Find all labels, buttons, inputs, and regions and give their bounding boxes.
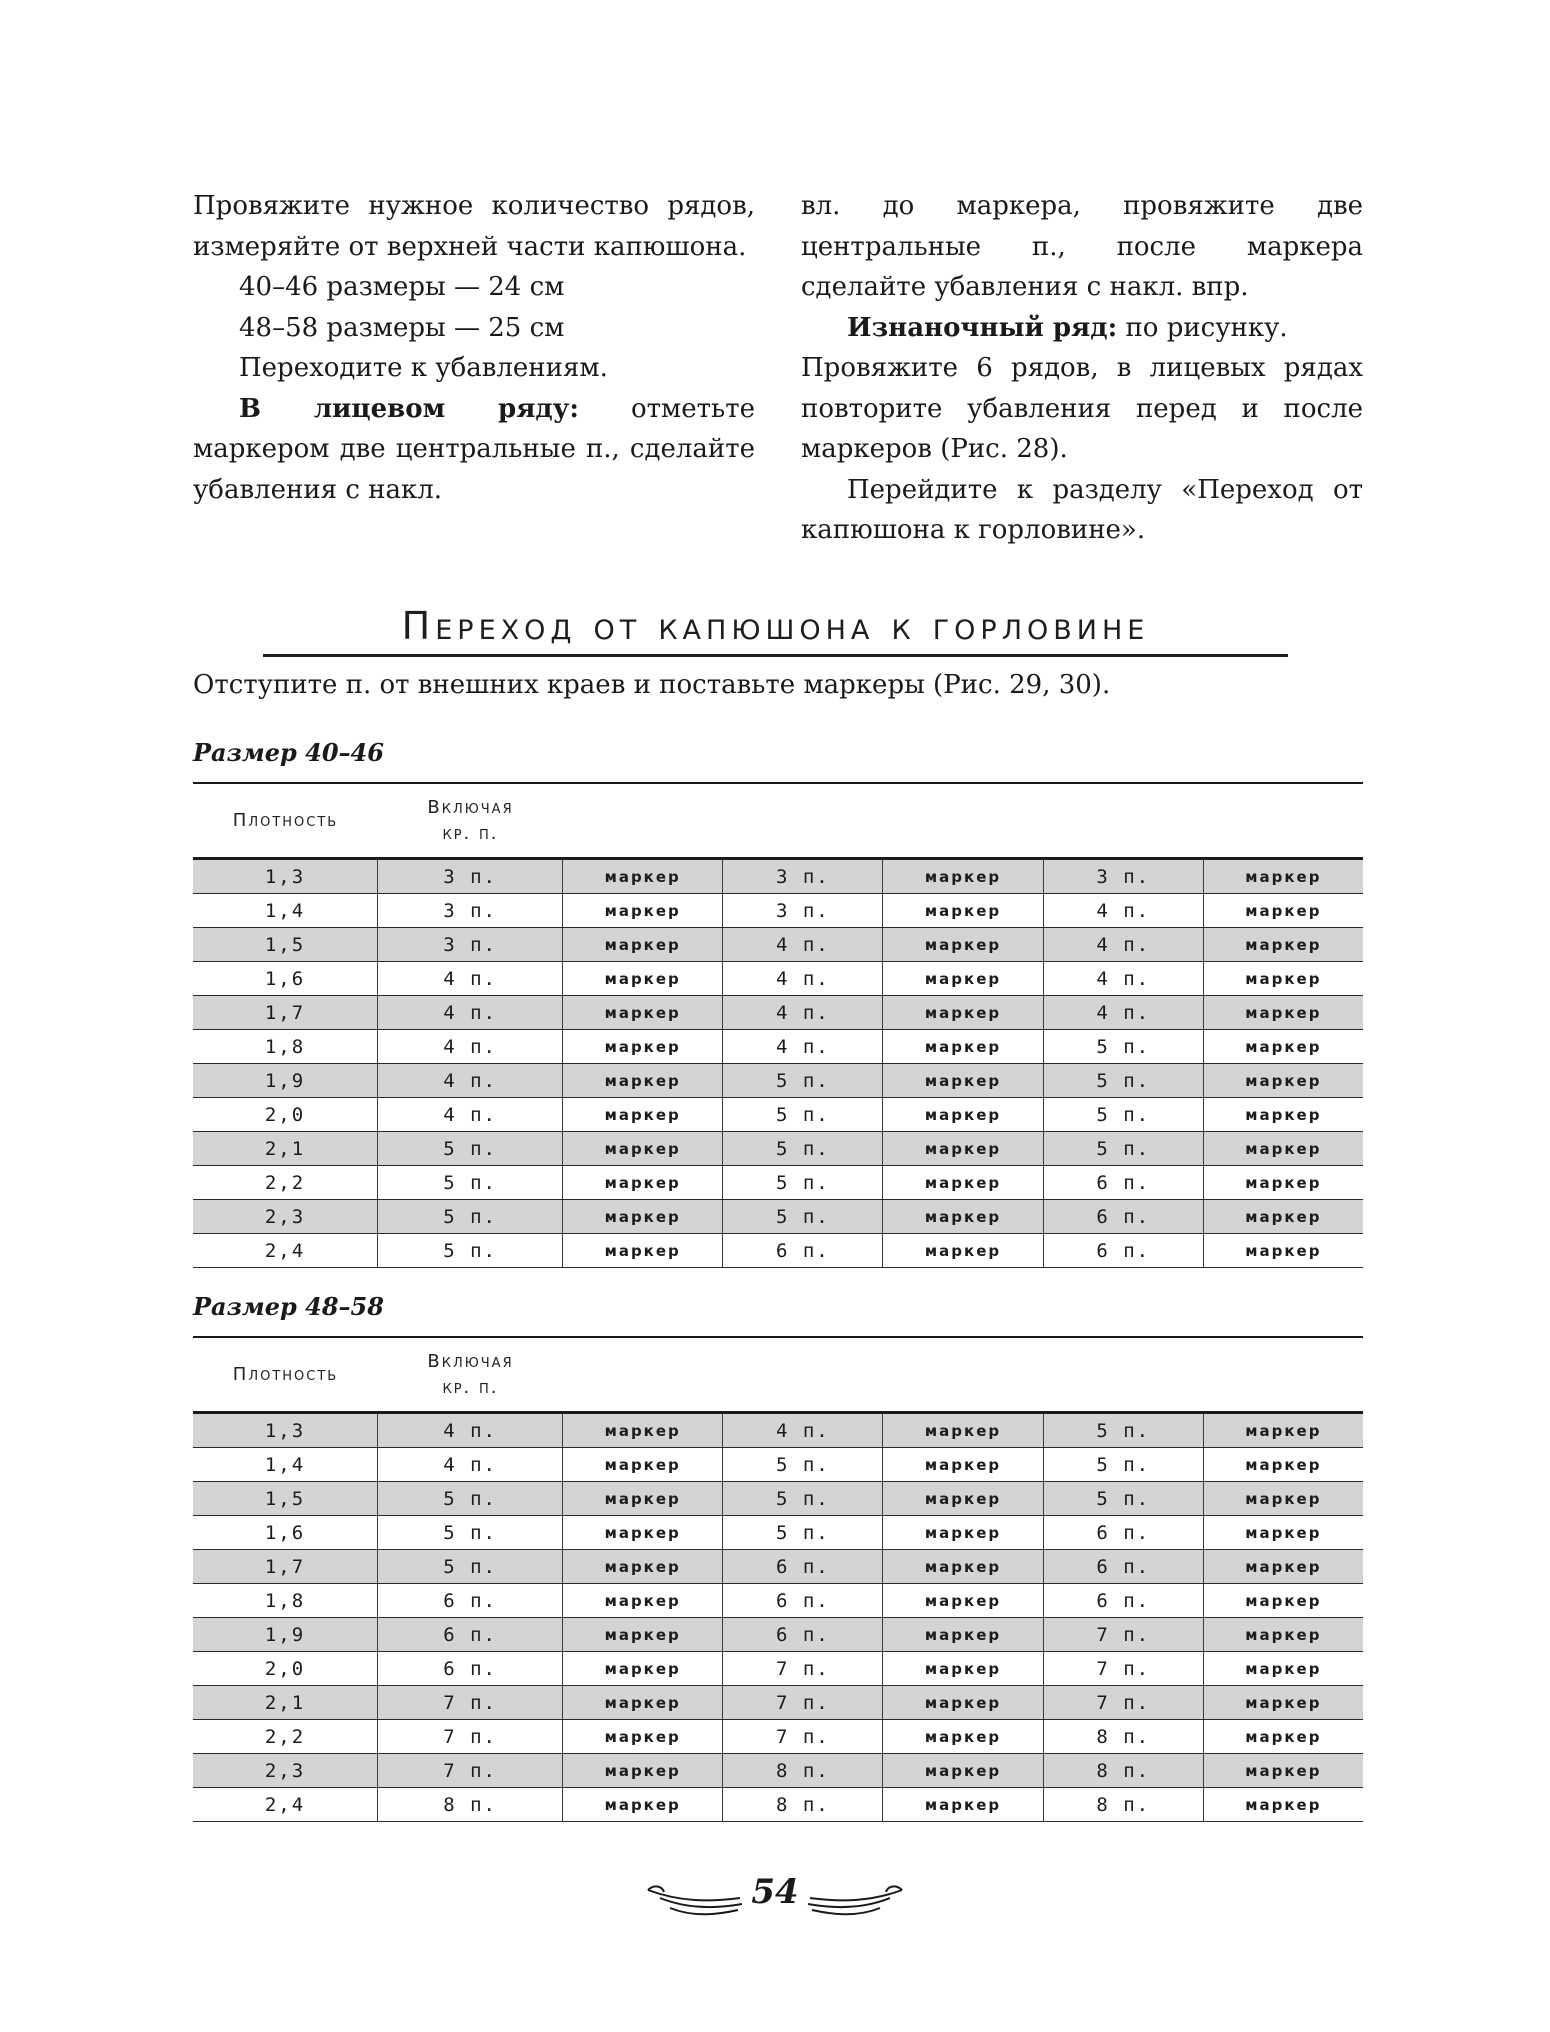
cell-marker: маркер [562,1584,722,1617]
cell-marker: маркер [882,1166,1042,1199]
paragraph [193,308,755,349]
table-row [193,1754,1363,1788]
table-row [193,1098,1363,1132]
cell-marker: маркер [1203,1584,1363,1617]
table-row [193,928,1363,962]
cell-marker: маркер [882,1618,1042,1651]
cell-marker: маркер [882,1686,1042,1719]
paragraph-text: Перейдите к разделу «Переход от капюшона к горловине». [801,474,1363,545]
cell-density: 1,8 [264,1035,306,1058]
cell-stitches: 4 п. [1043,962,1203,995]
paragraph [193,186,755,267]
cell-stitches: 8 п. [722,1788,882,1821]
cell-stitches: 5 п. [377,1516,562,1549]
cell-stitches: 8 п. [1043,1720,1203,1753]
cell-stitches: 5 п. [377,1482,562,1515]
cell-stitches: 5 п. [1043,1448,1203,1481]
cell-stitches: 7 п. [722,1686,882,1719]
paragraph-text: Провяжите 6 рядов, в лицевых рядах повторите убавления перед и после маркеров (Рис. 28). [801,353,1363,464]
cell-marker: маркер [562,962,722,995]
cell-marker: маркер [882,1200,1042,1233]
cell-density: 2,2 [264,1725,306,1748]
cell-marker: маркер [1203,1482,1363,1515]
cell-density: 1,4 [264,899,306,922]
paragraph [801,348,1363,470]
cell-stitches: 8 п. [722,1754,882,1787]
table-row [193,1166,1363,1200]
cell-marker: маркер [562,928,722,961]
cell-stitches: 5 п. [722,1132,882,1165]
cell-marker: маркер [1203,1132,1363,1165]
cell-marker: маркер [1203,1652,1363,1685]
cell-stitches: 7 п. [377,1720,562,1753]
page-number-ornament [640,1868,910,1928]
header-including-line1: Включая [427,796,514,818]
cell-density: 2,3 [264,1759,306,1782]
cell-density: 1,3 [264,1419,306,1442]
cell-stitches: 6 п. [722,1550,882,1583]
cell-marker: маркер [882,860,1042,893]
cell-marker: маркер [1203,1234,1363,1267]
header-density: Плотность [232,809,339,831]
cell-stitches: 4 п. [377,1448,562,1481]
header-including-edge [378,1338,563,1411]
cell-marker: маркер [1203,1516,1363,1549]
cell-marker: маркер [882,1550,1042,1583]
cell-marker: маркер [1203,928,1363,961]
cell-marker: маркер [1203,1414,1363,1447]
paragraph-text: 48–58 размеры — 25 см [239,312,565,343]
cell-marker: маркер [562,1448,722,1481]
cell-marker: маркер [882,996,1042,1029]
cell-stitches: 6 п. [722,1234,882,1267]
cell-stitches: 6 п. [377,1584,562,1617]
cell-marker: маркер [882,1482,1042,1515]
cell-marker: маркер [882,1516,1042,1549]
table-header [193,1338,1363,1414]
table-row [193,1720,1363,1754]
cell-marker: маркер [562,1686,722,1719]
table-header [193,784,1363,860]
cell-density: 1,7 [264,1555,306,1578]
cell-marker: маркер [562,1132,722,1165]
table-size-48-58 [193,1336,1363,1822]
cell-stitches: 5 п. [722,1448,882,1481]
page-number: 54 [751,1872,799,1912]
paragraph-text: Провяжите нужное количество рядов, измеряйте от верхней части капюшона. [193,191,755,262]
cell-marker: маркер [562,1064,722,1097]
cell-marker: маркер [1203,1788,1363,1821]
cell-marker: маркер [562,1550,722,1583]
table-row [193,1414,1363,1448]
paragraph [193,267,755,308]
cell-marker: маркер [882,928,1042,961]
cell-marker: маркер [562,894,722,927]
cell-marker: маркер [1203,1098,1363,1131]
cell-stitches: 8 п. [1043,1754,1203,1787]
table-row [193,1584,1363,1618]
cell-density: 2,1 [264,1137,306,1160]
cell-stitches: 3 п. [722,860,882,893]
cell-marker: маркер [882,1788,1042,1821]
cell-stitches: 6 п. [1043,1550,1203,1583]
cell-density: 2,4 [264,1239,306,1262]
table-1-label: Размер 40–46 [193,738,384,767]
cell-stitches: 7 п. [1043,1686,1203,1719]
table-row [193,894,1363,928]
bold-lead: Изнаночный ряд: [847,312,1118,343]
cell-density: 2,3 [264,1205,306,1228]
table-row [193,1234,1363,1268]
cell-density: 1,3 [264,865,306,888]
cell-marker: маркер [562,1720,722,1753]
cell-stitches: 5 п. [377,1166,562,1199]
cell-marker: маркер [882,1414,1042,1447]
cell-marker: маркер [1203,1448,1363,1481]
cell-marker: маркер [562,1414,722,1447]
cell-marker: маркер [562,1098,722,1131]
cell-stitches: 7 п. [1043,1652,1203,1685]
cell-marker: маркер [1203,1686,1363,1719]
cell-stitches: 4 п. [1043,894,1203,927]
cell-marker: маркер [882,962,1042,995]
cell-stitches: 7 п. [722,1720,882,1753]
table-row [193,1200,1363,1234]
cell-stitches: 3 п. [722,894,882,927]
text-column-right [801,186,1363,551]
cell-density: 1,6 [264,967,306,990]
body-text [193,186,1363,551]
cell-density: 1,9 [264,1069,306,1092]
cell-stitches: 7 п. [1043,1618,1203,1651]
cell-stitches: 4 п. [377,1414,562,1447]
cell-stitches: 5 п. [1043,1030,1203,1063]
cell-stitches: 4 п. [722,1414,882,1447]
paragraph [801,470,1363,551]
cell-marker: маркер [1203,962,1363,995]
cell-marker: маркер [1203,996,1363,1029]
cell-stitches: 5 п. [722,1098,882,1131]
cell-marker: маркер [562,860,722,893]
cell-stitches: 5 п. [1043,1064,1203,1097]
cell-marker: маркер [562,1482,722,1515]
table-row [193,1030,1363,1064]
cell-marker: маркер [562,1200,722,1233]
table-row [193,1482,1363,1516]
cell-stitches: 4 п. [1043,996,1203,1029]
cell-stitches: 5 п. [377,1234,562,1267]
cell-stitches: 6 п. [1043,1234,1203,1267]
cell-marker: маркер [562,1234,722,1267]
table-row [193,1618,1363,1652]
cell-stitches: 7 п. [722,1652,882,1685]
table-row [193,962,1363,996]
cell-marker: маркер [882,1098,1042,1131]
cell-marker: маркер [562,1652,722,1685]
cell-stitches: 4 п. [377,1064,562,1097]
cell-stitches: 6 п. [1043,1166,1203,1199]
cell-density: 1,8 [264,1589,306,1612]
header-including-line1: Включая [427,1350,514,1372]
cell-stitches: 5 п. [722,1200,882,1233]
cell-stitches: 5 п. [722,1516,882,1549]
paragraph [193,389,755,511]
section-title: Переход от капюшона к горловине [263,604,1288,657]
cell-marker: маркер [882,894,1042,927]
cell-stitches: 6 п. [1043,1200,1203,1233]
intro-paragraph: Отступите п. от внешних краев и поставьте маркеры (Рис. 29, 30). [193,670,1111,700]
cell-marker: маркер [1203,894,1363,927]
cell-marker: маркер [1203,1618,1363,1651]
cell-stitches: 4 п. [722,928,882,961]
cell-stitches: 4 п. [377,962,562,995]
paragraph [801,308,1363,349]
cell-marker: маркер [562,1030,722,1063]
cell-stitches: 5 п. [1043,1414,1203,1447]
header-including-line2: кр. п. [442,1376,499,1398]
cell-stitches: 7 п. [377,1754,562,1787]
cell-density: 1,5 [264,1487,306,1510]
paragraph-text: отметьте маркером две центральные п., сделайте убавления с накл. [193,393,755,505]
cell-density: 2,4 [264,1793,306,1816]
table-size-40-46 [193,782,1363,1268]
cell-density: 1,9 [264,1623,306,1646]
table-row [193,1550,1363,1584]
paragraph-text: вл. до маркера, провяжите две центральные п., после маркера сделайте убавления с накл. впр. [801,191,1363,302]
cell-stitches: 7 п. [377,1686,562,1719]
cell-marker: маркер [882,1064,1042,1097]
cell-stitches: 6 п. [722,1618,882,1651]
table-row [193,1448,1363,1482]
cell-density: 2,1 [264,1691,306,1714]
cell-marker: маркер [562,1166,722,1199]
cell-marker: маркер [882,1720,1042,1753]
cell-density: 1,6 [264,1521,306,1544]
cell-stitches: 4 п. [722,1030,882,1063]
cell-marker: маркер [882,1132,1042,1165]
cell-stitches: 6 п. [377,1652,562,1685]
cell-stitches: 5 п. [1043,1482,1203,1515]
cell-marker: маркер [562,1754,722,1787]
cell-marker: маркер [562,1618,722,1651]
cell-stitches: 3 п. [377,928,562,961]
cell-marker: маркер [562,1788,722,1821]
table-row [193,996,1363,1030]
cell-marker: маркер [562,996,722,1029]
cell-marker: маркер [1203,1064,1363,1097]
paragraph [801,186,1363,308]
cell-marker: маркер [1203,860,1363,893]
cell-marker: маркер [882,1584,1042,1617]
table-row [193,860,1363,894]
cell-stitches: 4 п. [722,996,882,1029]
cell-stitches: 5 п. [1043,1098,1203,1131]
cell-stitches: 5 п. [377,1550,562,1583]
table-row [193,1652,1363,1686]
header-including-line2: кр. п. [442,822,499,844]
cell-stitches: 4 п. [377,996,562,1029]
cell-marker: маркер [562,1516,722,1549]
cell-stitches: 3 п. [377,860,562,893]
paragraph-text: Переходите к убавлениям. [239,353,608,383]
cell-stitches: 8 п. [1043,1788,1203,1821]
cell-stitches: 3 п. [377,894,562,927]
cell-density: 1,4 [264,1453,306,1476]
cell-marker: маркер [882,1234,1042,1267]
cell-density: 2,2 [264,1171,306,1194]
cell-stitches: 5 п. [377,1200,562,1233]
cell-stitches: 5 п. [722,1064,882,1097]
cell-stitches: 5 п. [1043,1132,1203,1165]
cell-density: 2,0 [264,1103,306,1126]
cell-density: 2,0 [264,1657,306,1680]
bold-lead: В лицевом ряду: [239,393,579,424]
cell-stitches: 4 п. [722,962,882,995]
cell-marker: маркер [882,1652,1042,1685]
table-row [193,1064,1363,1098]
cell-marker: маркер [1203,1200,1363,1233]
paragraph-text: 40–46 размеры — 24 см [239,272,565,302]
header-including-edge [378,784,563,857]
cell-marker: маркер [882,1030,1042,1063]
cell-marker: маркер [882,1448,1042,1481]
cell-stitches: 6 п. [377,1618,562,1651]
cell-stitches: 4 п. [377,1098,562,1131]
cell-stitches: 5 п. [722,1166,882,1199]
table-row [193,1516,1363,1550]
cell-stitches: 6 п. [1043,1516,1203,1549]
cell-marker: маркер [1203,1720,1363,1753]
table-row [193,1686,1363,1720]
cell-stitches: 6 п. [1043,1584,1203,1617]
cell-density: 1,5 [264,933,306,956]
text-column-left [193,186,755,551]
paragraph-text: по рисунку. [1117,312,1288,343]
cell-density: 1,7 [264,1001,306,1024]
header-density: Плотность [232,1363,339,1385]
cell-marker: маркер [1203,1754,1363,1787]
table-row [193,1132,1363,1166]
cell-stitches: 8 п. [377,1788,562,1821]
cell-marker: маркер [1203,1166,1363,1199]
cell-stitches: 4 п. [1043,928,1203,961]
cell-stitches: 6 п. [722,1584,882,1617]
cell-marker: маркер [1203,1030,1363,1063]
cell-stitches: 5 п. [722,1482,882,1515]
paragraph [193,348,755,389]
cell-stitches: 5 п. [377,1132,562,1165]
cell-marker: маркер [882,1754,1042,1787]
cell-marker: маркер [1203,1550,1363,1583]
cell-stitches: 3 п. [1043,860,1203,893]
table-row [193,1788,1363,1822]
table-2-label: Размер 48–58 [193,1292,384,1321]
cell-stitches: 4 п. [377,1030,562,1063]
